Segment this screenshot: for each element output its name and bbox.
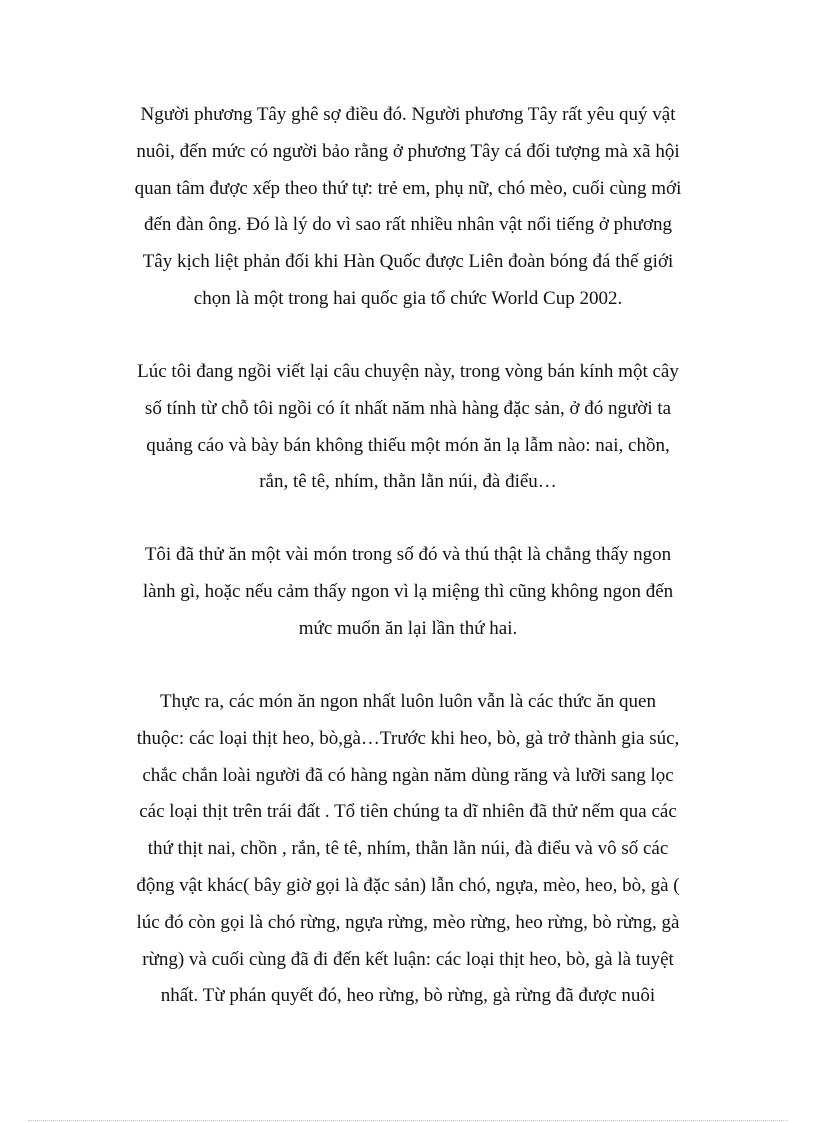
text-line: nhất. Từ phán quyết đó, heo rừng, bò rừng, gà rừng đã được nuôi (160, 985, 656, 1007)
text-line: lành gì, hoặc nếu cảm thấy ngon vì lạ miệng thì cũng không ngon đến (142, 580, 674, 602)
text-line: lúc đó còn gọi là chó rừng, ngựa rừng, mèo rừng, heo rừng, bò rừng, gà (136, 911, 680, 933)
text-line: Thực ra, các món ăn ngon nhất luôn luôn vẫn là các thức ăn quen (160, 691, 656, 712)
page-bottom-border (28, 1120, 788, 1121)
text-line: số tính từ chỗ tôi ngồi có ít nhất năm nhà hàng đặc sản, ở đó người ta (144, 397, 672, 419)
text-line: rừng) và cuối cùng đã đi đến kết luận: các loại thịt heo, bò, gà là tuyệt (142, 948, 674, 970)
text-line: thuộc: các loại thịt heo, bò,gà…Trước khi heo, bò, gà trở thành gia súc, (136, 727, 680, 749)
paragraph-3 (110, 537, 706, 647)
text-line: Lúc tôi đang ngồi viết lại câu chuyện này, trong vòng bán kính một cây (137, 361, 679, 382)
paragraph-1 (110, 97, 706, 318)
text-line: quan tâm được xếp theo thứ tự: trẻ em, phụ nữ, chó mèo, cuối cùng mới (134, 177, 682, 199)
text-line: thứ thịt nai, chồn , rắn, tê tê, nhím, thằn lằn núi, đà điểu và vô số các (147, 838, 669, 860)
text-line: rắn, tê tê, nhím, thằn lằn núi, đà điểu… (259, 471, 557, 493)
text-line: đến đàn ông. Đó là lý do vì sao rất nhiều nhân vật nổi tiếng ở phương (144, 214, 672, 236)
text-line: quảng cáo và bày bán không thiếu một món ăn lạ lẫm nào: nai, chồn, (146, 434, 670, 456)
text-line: động vật khác( bây giờ gọi là đặc sản) lẫn chó, ngựa, mèo, heo, bò, gà ( (136, 874, 680, 896)
text-line: chọn là một trong hai quốc gia tổ chức World Cup 2002. (193, 287, 623, 309)
paragraph-4 (110, 684, 706, 1015)
text-line: Tôi đã thử ăn một vài món trong số đó và thú thật là chẳng thấy ngon (144, 544, 672, 565)
text-line: các loại thịt trên trái đất . Tổ tiên chúng ta dĩ nhiên đã thử nếm qua các (139, 801, 677, 823)
paragraph-2 (110, 354, 706, 501)
text-line: Tây kịch liệt phản đối khi Hàn Quốc được Liên đoàn bóng đá thế giới (142, 251, 674, 273)
text-line: mức muốn ăn lại lần thứ hai. (298, 617, 518, 639)
text-line: chắc chắn loài người đã có hàng ngàn năm dùng răng và lưỡi sang lọc (142, 764, 674, 786)
text-line: Người phương Tây ghê sợ điều đó. Người phương Tây rất yêu quý vật (140, 104, 676, 125)
text-line: nuôi, đến mức có người bảo rằng ở phương Tây cá đối tượng mà xã hội (136, 140, 680, 162)
